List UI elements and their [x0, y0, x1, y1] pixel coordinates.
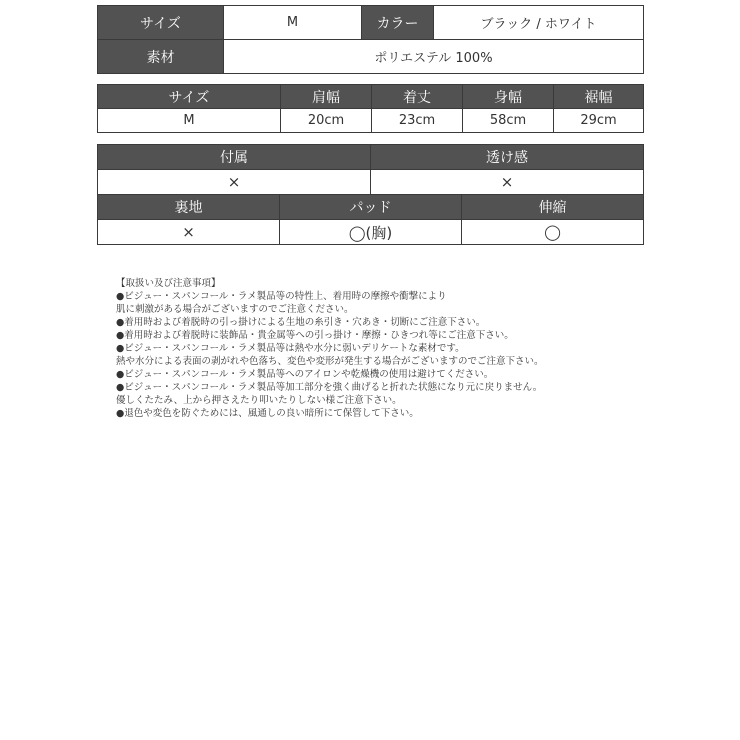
header-accessories: 付属	[98, 145, 371, 170]
cell-size: M	[98, 109, 281, 133]
care-note-line: ●着用時および着脱時の引っ掛けによる生地の糸引き・穴あき・切断にご注意下さい。	[116, 317, 486, 328]
care-note-line: ●ビジュー・スパンコール・ラメ製品等の特性上、着用時の摩擦や衝撃により	[116, 291, 447, 302]
care-note-line: ●ビジュー・スパンコール・ラメ製品等加工部分を強く曲げると折れた状態になり元に戻りません。	[116, 382, 543, 393]
material-value: ポリエステル 100%	[224, 40, 644, 74]
measurements-table	[97, 84, 644, 133]
size-label: サイズ	[98, 6, 224, 40]
color-value: ブラック / ホワイト	[434, 6, 644, 40]
cell-padding: ◯(胸)	[280, 220, 462, 245]
table-header-row	[98, 85, 644, 109]
care-note-line: 肌に刺激がある場合がございますのでご注意ください。	[116, 304, 354, 315]
cell-accessories: ×	[98, 170, 371, 195]
care-note-line: 熱や水分による表面の剥がれや色落ち、変色や変形が発生する場合がございますのでご注意下さい。	[116, 356, 544, 367]
cell-stretch: ◯	[462, 220, 644, 245]
care-notes-heading: 【取扱い及び注意事項】	[116, 278, 221, 289]
care-notes	[116, 277, 636, 420]
header-length: 着丈	[372, 85, 463, 109]
care-note-line: ●ビジュー・スパンコール・ラメ製品等は熱や水分に弱いデリケートな素材です。	[116, 343, 465, 354]
table-header-row	[98, 145, 644, 170]
care-note-line: ●ビジュー・スパンコール・ラメ製品等へのアイロンや乾燥機の使用は避けてください。	[116, 369, 494, 380]
header-size: サイズ	[98, 85, 281, 109]
header-sheerness: 透け感	[371, 145, 644, 170]
care-note-line: 優しくたたみ、上から押さえたり叩いたりしない様ご注意下さい。	[116, 395, 402, 406]
summary-table	[97, 5, 644, 74]
material-label: 素材	[98, 40, 224, 74]
table-row	[98, 170, 644, 195]
cell-hem-width: 29cm	[554, 109, 644, 133]
header-hem-width: 裾幅	[554, 85, 644, 109]
table-row	[98, 6, 644, 40]
cell-shoulder-width: 20cm	[281, 109, 372, 133]
header-padding: パッド	[280, 195, 462, 220]
table-row	[98, 40, 644, 74]
cell-sheerness: ×	[371, 170, 644, 195]
care-note-line: ●着用時および着脱時に装飾品・貴金属等への引っ掛け・摩擦・ひきつれ等にご注意下さい。	[116, 330, 514, 341]
header-lining: 裏地	[98, 195, 280, 220]
header-stretch: 伸縮	[462, 195, 644, 220]
features-table	[97, 144, 644, 245]
table-header-row	[98, 195, 644, 220]
table-row	[98, 109, 644, 133]
cell-lining: ×	[98, 220, 280, 245]
color-label: カラー	[362, 6, 434, 40]
care-note-line: ●退色や変色を防ぐためには、風通しの良い暗所にて保管して下さい。	[116, 408, 419, 419]
cell-length: 23cm	[372, 109, 463, 133]
table-row	[98, 220, 644, 245]
cell-body-width: 58cm	[463, 109, 554, 133]
header-shoulder-width: 肩幅	[281, 85, 372, 109]
size-value: M	[224, 6, 362, 40]
header-body-width: 身幅	[463, 85, 554, 109]
